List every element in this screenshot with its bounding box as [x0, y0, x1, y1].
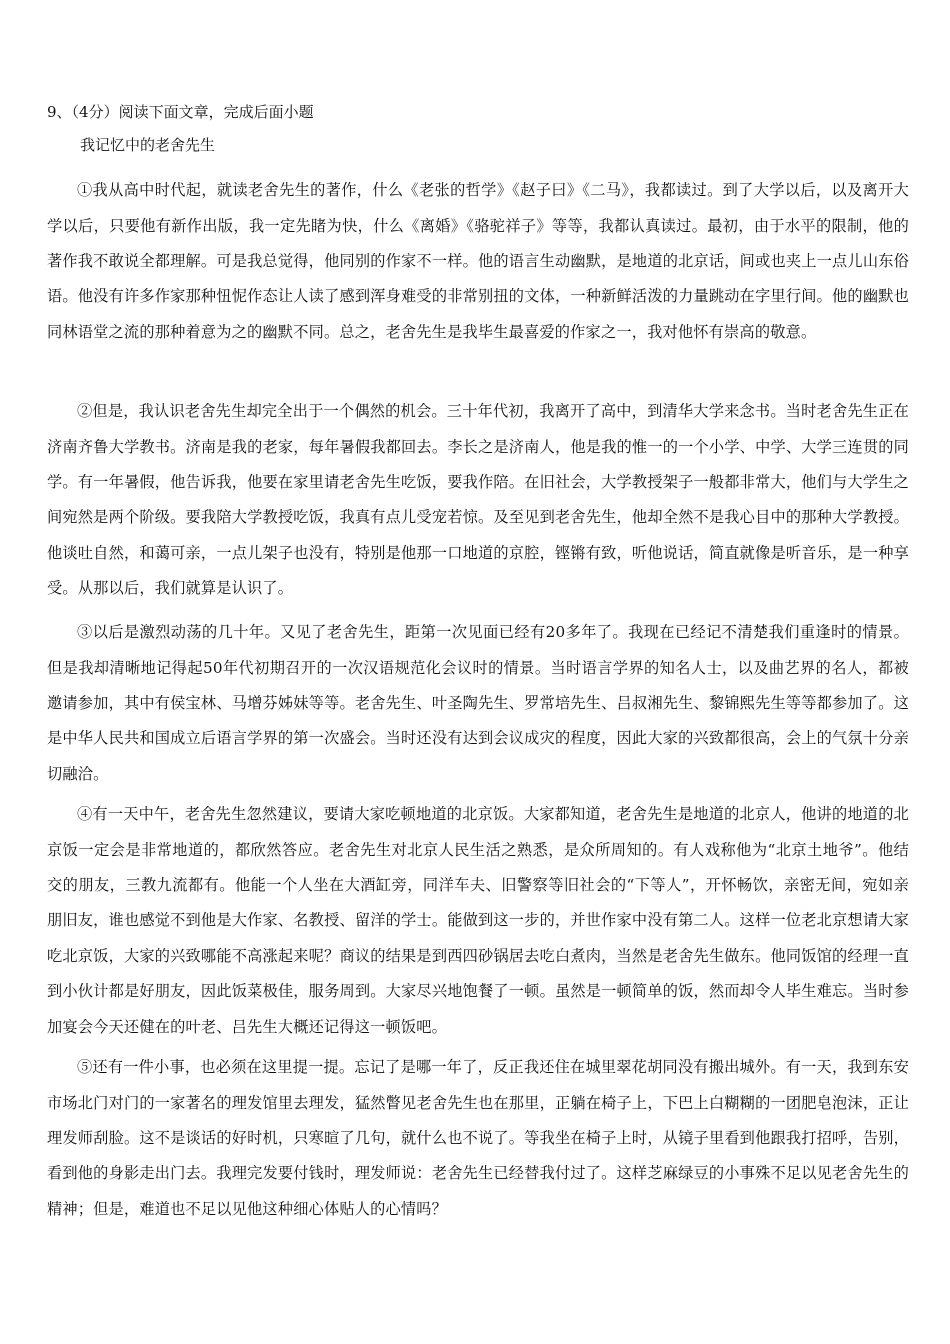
question-header: 9、（4分）阅读下面文章，完成后面小题 — [47, 103, 314, 121]
paragraph-3: ③以后是激烈动荡的几十年。又见了老舍先生，距第一次见面已经有20多年了。我现在已经记不清楚我们重逢时的情景。但是我却清晰地记得起50年代初期召开的一次汉语规范化会议时的情景。当时语言学界的知名人士，以及曲艺界的名人，都被邀请参加，其中有侯宝林、马增芬姊妹等等。老舍先生、叶圣陶先生、罗常培先生、吕叔湘先生、黎锦熙先生等等都参加了。这是中华人民共和国成立后语言学界的第一次盛会。当时还没有达到会议成灾的程度，因此大家的兴致都很高，会上的气氛十分亲切融洽。 — [47, 623, 909, 783]
paragraph-2: ②但是，我认识老舍先生却完全出于一个偶然的机会。三十年代初，我离开了高中，到清华大学来念书。当时老舍先生正在济南齐鲁大学教书。济南是我的老家，每年暑假我都回去。李长之是济南人，他是我的惟一的一个小学、中学、大学三连贯的同学。有一年暑假，他告诉我，他要在家里请老舍先生吃饭，要我作陪。在旧社会，大学教授架子一般都非常大，他们与大学生之间宛然是两个阶级。要我陪大学教授吃饭，我真有点儿受宠若惊。及至见到老舍先生，他却全然不是我心目中的那种大学教授。他谈吐自然，和蔼可亲，一点儿架子也没有，特别是他那一口地道的京腔，铿锵有致，听他说话，简直就像是听音乐，是一种享受。从那以后，我们就算是认识了。 — [47, 402, 909, 598]
article-title: 我记忆中的老舍先生 — [80, 136, 216, 154]
paragraph-5: ⑤还有一件小事，也必须在这里提一提。忘记了是哪一年了，反正我还住在城里翠花胡同没有搬出城外。有一天，我到东安市场北门对门的一家著名的理发馆里去理发，猛然瞥见老舍先生也在那里，正躺在椅子上，下巴上白糊糊的一团肥皂泡沫，正让理发师刮脸。这不是谈话的好时机，只寒暄了几句，就什么也不说了。等我坐在椅子上时，从镜子里看到他跟我打招呼，告别，看到他的身影走出门去。我理完发要付钱时，理发师说：老舍先生已经替我付过了。这样芝麻绿豆的小事殊不足以见老舍先生的精神；但是，难道也不足以见他这种细心体贴人的心情吗？ — [47, 1058, 909, 1218]
paragraph-4: ④有一天中午，老舍先生忽然建议，要请大家吃顿地道的北京饭。大家都知道，老舍先生是地道的北京人，他讲的地道的北京饭一定会是非常地道的，都欣然答应。老舍先生对北京人民生活之熟悉，是众所周知的。有人戏称他为“北京土地爷”。他结交的朋友，三教九流都有。他能一个人坐在大酒缸旁，同洋车夫、旧警察等旧社会的“下等人”，开怀畅饮，亲密无间，宛如亲朋旧友，谁也感觉不到他是大作家、名教授、留洋的学士。能做到这一步的，并世作家中没有第二人。这样一位老北京想请大家吃北京饭，大家的兴致哪能不高涨起来呢？商议的结果是到西四砂锅居去吃白煮肉，当然是老舍先生做东。他同饭馆的经理一直到小伙计都是好朋友，因此饭菜极佳，服务周到。大家尽兴地饱餐了一顿。虽然是一顿简单的饭，然而却令人毕生难忘。当时参加宴会今天还健在的叶老、吕先生大概还记得这一顿饭吧。 — [47, 805, 909, 1036]
paragraph-1: ①我从高中时代起，就读老舍先生的著作，什么《老张的哲学》《赵子曰》《二马》，我都读过。到了大学以后，以及离开大学以后，只要他有新作出版，我一定先睹为快，什么《离婚》《骆驼祥子》等等，我都认真读过。最初，由于水平的限制，他的著作我不敢说全都理解。可是我总觉得，他同别的作家不一样。他的语言生动幽默，是地道的北京话，间或也夹上一点儿山东俗语。他没有许多作家那种忸怩作态让人读了感到浑身难受的非常别扭的文体，一种新鲜活泼的力量跳动在字里行间。他的幽默也同林语堂之流的那种着意为之的幽默不同。总之，老舍先生是我毕生最喜爱的作家之一，我对他怀有崇高的敬意。 — [47, 181, 909, 341]
